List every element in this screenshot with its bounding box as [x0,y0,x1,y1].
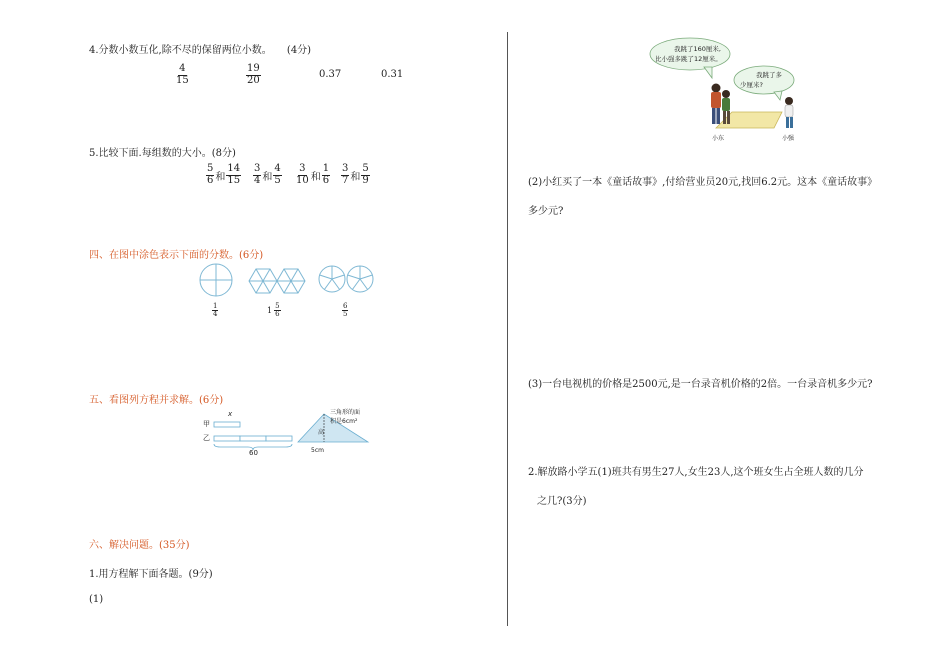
fraction-numerator: 4 [274,163,281,174]
q5-pair-2 [253,164,282,186]
q4-title [89,41,311,56]
circle-fifths-left [319,266,345,292]
q4-item-1 [175,64,190,86]
section6-title: 六、解决问题。(35分) [89,540,190,551]
fraction-numerator: 14 [227,163,241,174]
section6-sub1: (1) [89,594,104,605]
problem2-line1: 2.解放路小学五(1)班共有男生27人,女生23人,这个班女生占全班人数的几分 [528,467,864,478]
yi-bar-seg3 [266,436,292,441]
fraction-denominator: 5 [343,310,348,319]
fraction-numerator: 5 [207,163,214,174]
and-label: 和 [262,171,273,183]
fraction-numerator: 5 [362,163,369,174]
yi-bar-seg2 [240,436,266,441]
q4-item-3: 0.37 [319,69,342,80]
yi-label: 乙 [203,434,210,442]
and-label: 和 [350,171,361,183]
name-xiaodong: 小东 [712,135,725,142]
fraction-numerator: 6 [343,302,348,310]
and-label: 和 [215,171,226,183]
q2-line1: (2)小红买了一本《童话故事》,付给营业员20元,找回6.2元。这本《童话故事》 [528,177,878,188]
fraction-numerator: 3 [299,163,306,174]
fraction-numerator: 3 [342,163,349,174]
boy-right-figure [785,97,793,128]
fraction-denominator: 7 [342,174,349,186]
q4-item-2 [246,64,261,86]
q5-pair-4 [341,164,370,186]
bubble-left-line2: 比小强多跳了12厘米。 [655,55,722,63]
column-divider [507,32,508,626]
q4-title-text: 4.分数小数互化,除不尽的保留两位小数。 [89,45,272,56]
fraction-denominator: 10 [296,174,309,186]
x-label: x [228,410,233,418]
fraction-numerator: 3 [254,163,261,174]
fraction-denominator: 4 [213,310,218,319]
equation-diagram [200,406,370,458]
bubble-right-line1: 我跳了多 [756,71,782,79]
bubble-left-line1: 我跳了160厘米, [674,45,721,53]
jump-illustration [646,34,804,142]
label-six-fifths [342,303,348,319]
fraction-denominator: 6 [207,174,214,186]
fraction-numerator: 1 [322,163,330,174]
base-label: 5cm [311,447,324,454]
fraction-numerator: 5 [275,302,280,310]
fraction-denominator: 9 [362,174,369,186]
jia-bar [214,422,240,427]
and-label: 和 [310,171,321,183]
problem2-line2: 之几?(3分) [537,496,587,507]
q5-title: 5.比较下面.每组数的大小。(8分) [89,148,236,159]
q5-pair-3 [295,164,330,186]
jia-label: 甲 [203,420,210,428]
triangle-note-line2: 积是6cm² [330,418,358,425]
fraction-denominator: 5 [274,174,281,186]
yi-bar-seg1 [214,436,240,441]
fraction-denominator: 4 [254,174,261,186]
label-one-and-five-sixths [267,303,281,319]
mixed-whole: 1 [267,306,273,316]
name-xiaoqiang: 小强 [782,135,795,142]
speech-bubble-left [650,38,730,70]
total-label: 60 [249,449,258,457]
section5-title: 五、看图列方程并求解。(6分) [89,395,224,406]
fraction-denominator: 15 [176,74,189,86]
circle-fifths-right [347,266,373,292]
fraction-denominator: 6 [275,310,280,319]
section4-title: 四、在图中涂色表示下面的分数。(6分) [89,250,264,261]
fraction-numerator: 19 [247,63,260,74]
q2-line2: 多少元? [528,206,564,217]
hexagon-left [249,269,277,293]
q5-pair-1 [206,164,241,186]
bubble-right-line2: 少厘米? [740,81,763,89]
label-one-quarter [212,303,218,319]
fraction-numerator: 4 [179,63,186,74]
section6-q1-title: 1.用方程解下面各题。(9分) [89,569,213,580]
q4-score: (4分) [286,45,312,56]
hexagon-right [277,269,305,293]
fraction-denominator: 20 [247,74,260,86]
circle-quarters [200,264,232,296]
height-label: 高 [318,429,325,436]
fraction-denominator: 6 [322,174,330,186]
q3-text: (3)一台电视机的价格是2500元,是一台录音机价格的2倍。一台录音机多少元? [528,379,873,390]
boy-left-figure [711,84,730,125]
fraction-shapes [195,260,385,300]
fraction-denominator: 15 [227,174,241,186]
fraction-numerator: 1 [213,302,218,310]
q4-item-4: 0.31 [381,69,404,80]
triangle-note-line1: 三角形的面 [330,409,361,416]
